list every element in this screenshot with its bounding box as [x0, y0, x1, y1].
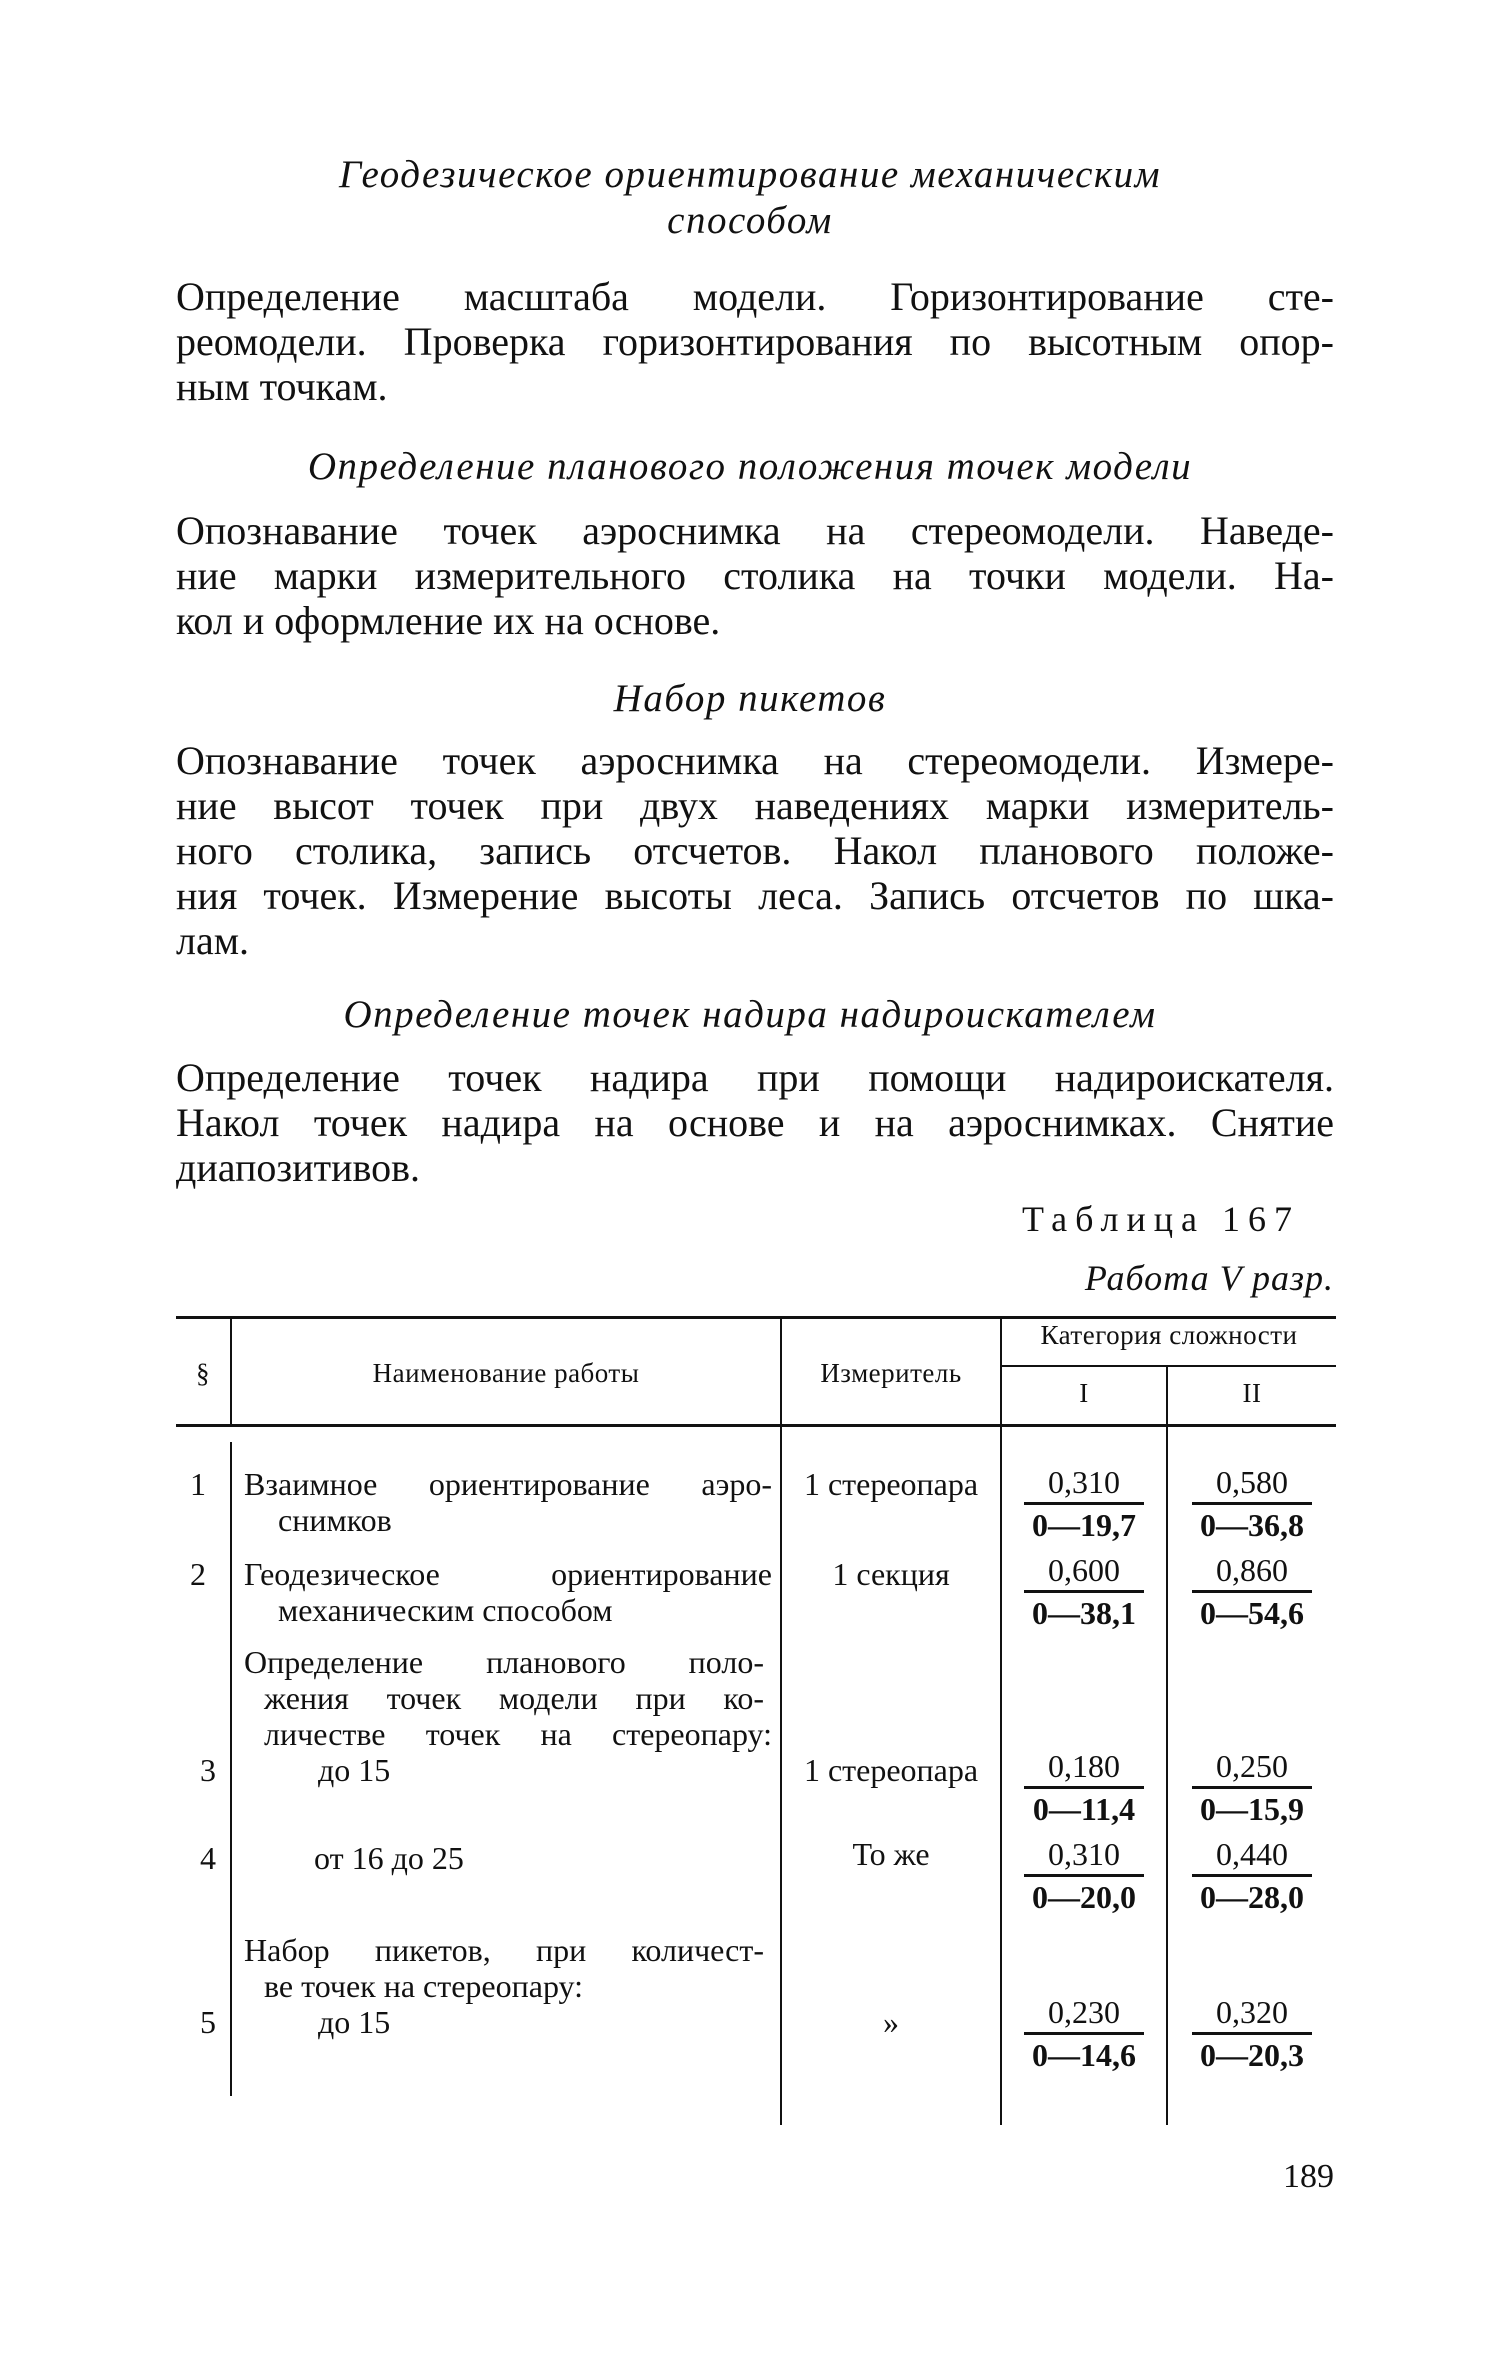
rate-value: 0,860	[1216, 1552, 1288, 1588]
row-name-line: Определение планового поло-	[244, 1644, 764, 1680]
heading-line: Определение планового положения точек модели	[307, 445, 1193, 488]
rate-value: 0,310	[1048, 1464, 1120, 1500]
rate-wage: 0—19,7	[1032, 1507, 1136, 1543]
row-name-line: ве точек на стереопару:	[264, 1968, 583, 2004]
section-heading	[170, 152, 1330, 244]
text-line: Опознавание точек аэроснимка на стереомодели. Измере-	[176, 738, 1334, 783]
row-name-line: Взаимное ориентирование аэро-	[244, 1466, 772, 1502]
text-line: реомодели. Проверка горизонтирования по высотным опор-	[176, 319, 1334, 364]
text-line: ние высот точек при двух наведениях марки измеритель-	[176, 783, 1334, 828]
text-line: Определение масштаба модели. Горизонтирование сте-	[176, 274, 1334, 319]
header-num: §	[196, 1358, 210, 1388]
section-paragraph	[176, 1055, 1334, 1190]
rate-value: 0,180	[1048, 1748, 1120, 1784]
rate-value: 0,320	[1216, 1994, 1288, 2030]
row-name-line: до 15	[318, 2004, 391, 2040]
section-paragraph	[176, 274, 1334, 409]
text-line: ние марки измерительного столика на точки модели. На-	[176, 553, 1334, 598]
rate-value: 0,250	[1216, 1748, 1288, 1784]
row-name-line: до 15	[318, 1752, 391, 1788]
rate-cat-1	[1022, 1834, 1146, 1917]
rate-cat-1	[1022, 1550, 1146, 1633]
rate-cat-2	[1190, 1746, 1314, 1829]
row-name-line: снимков	[278, 1502, 392, 1538]
row-unit: »	[883, 2004, 899, 2040]
text-line: диапозитивов.	[176, 1145, 420, 1190]
table-top-rule	[176, 1316, 1336, 1319]
header-bottom-rule	[176, 1424, 1336, 1427]
row-num: 4	[200, 1840, 216, 1876]
row-num: 1	[190, 1466, 206, 1502]
rate-cat-2	[1190, 1834, 1314, 1917]
rate-cat-1	[1022, 1746, 1146, 1829]
row-unit: 1 стереопара	[803, 1752, 979, 1788]
text-line: ния точек. Измерение высоты леса. Запись отсчетов по шка-	[176, 873, 1334, 918]
rate-value: 0,230	[1048, 1994, 1120, 2030]
row-num: 2	[190, 1556, 206, 1592]
rate-wage: 0—38,1	[1032, 1595, 1136, 1631]
rate-cat-2	[1190, 1462, 1314, 1545]
row-num: 3	[200, 1752, 216, 1788]
column-divider	[230, 1442, 232, 2096]
table-subcaption: Работа V разр.	[1084, 1258, 1334, 1298]
row-name-line: Геодезическое ориентирование	[244, 1556, 772, 1592]
rate-value: 0,440	[1216, 1836, 1288, 1872]
rate-cat-2	[1190, 1992, 1314, 2075]
rate-cat-1	[1022, 1992, 1146, 2075]
text-line: ным точкам.	[176, 364, 388, 409]
rate-wage: 0—36,8	[1200, 1507, 1304, 1543]
row-name-line: механическим способом	[278, 1592, 613, 1628]
rate-cat-2	[1190, 1550, 1314, 1633]
rate-wage: 0—15,9	[1200, 1791, 1304, 1827]
row-unit: 1 секция	[832, 1556, 950, 1592]
row-num: 5	[200, 2004, 216, 2040]
column-divider	[1000, 1318, 1002, 2125]
rate-value: 0,600	[1048, 1552, 1120, 1588]
header-unit: Измеритель	[820, 1358, 962, 1388]
text-line: Опознавание точек аэроснимка на стереомодели. Наведе-	[176, 508, 1334, 553]
page-number: 189	[1283, 2158, 1334, 2195]
text-line: лам.	[176, 918, 250, 963]
column-divider	[1166, 1366, 1168, 2125]
column-divider	[780, 1318, 782, 2125]
rate-wage: 0—20,3	[1200, 2037, 1304, 2073]
text-line: ного столика, запись отсчетов. Накол планового положе-	[176, 828, 1334, 873]
row-unit: 1 стереопара	[803, 1466, 979, 1502]
rate-cat-1	[1022, 1462, 1146, 1545]
row-unit: То же	[852, 1836, 930, 1872]
rate-value: 0,310	[1048, 1836, 1120, 1872]
rate-wage: 0—11,4	[1032, 1791, 1136, 1827]
rate-wage: 0—14,6	[1032, 2037, 1136, 2073]
row-name-line: Набор пикетов, при количест-	[244, 1932, 764, 1968]
header-cat-1: I	[1079, 1378, 1089, 1408]
rate-wage: 0—28,0	[1200, 1879, 1304, 1915]
heading-line: способом	[667, 199, 833, 242]
header-category: Категория сложности	[1040, 1320, 1298, 1350]
text-line: Определение точек надира при помощи надироискателя.	[176, 1055, 1334, 1100]
table-caption: Таблица 167	[1022, 1199, 1300, 1239]
section-heading	[170, 992, 1330, 1038]
text-line: Накол точек надира на основе и на аэроснимках. Снятие	[176, 1100, 1334, 1145]
rate-wage: 0—54,6	[1200, 1595, 1304, 1631]
heading-line: Геодезическое ориентирование механическим	[338, 153, 1162, 196]
section-heading	[170, 444, 1330, 490]
rate-value: 0,580	[1216, 1464, 1288, 1500]
header-name: Наименование работы	[372, 1358, 640, 1388]
heading-line: Определение точек надира надироискателем	[343, 993, 1157, 1036]
heading-line: Набор пикетов	[613, 677, 887, 720]
section-paragraph	[176, 508, 1334, 643]
category-header-rule	[1002, 1365, 1336, 1367]
text-line: кол и оформление их на основе.	[176, 598, 721, 643]
row-name-line: жения точек модели при ко-	[264, 1680, 764, 1716]
section-paragraph	[176, 738, 1334, 963]
row-name-line: личестве точек на стереопару:	[264, 1716, 772, 1752]
header-cat-2: II	[1242, 1378, 1262, 1408]
row-name-line: от 16 до 25	[314, 1840, 464, 1876]
section-heading	[170, 676, 1330, 722]
rate-wage: 0—20,0	[1032, 1879, 1136, 1915]
